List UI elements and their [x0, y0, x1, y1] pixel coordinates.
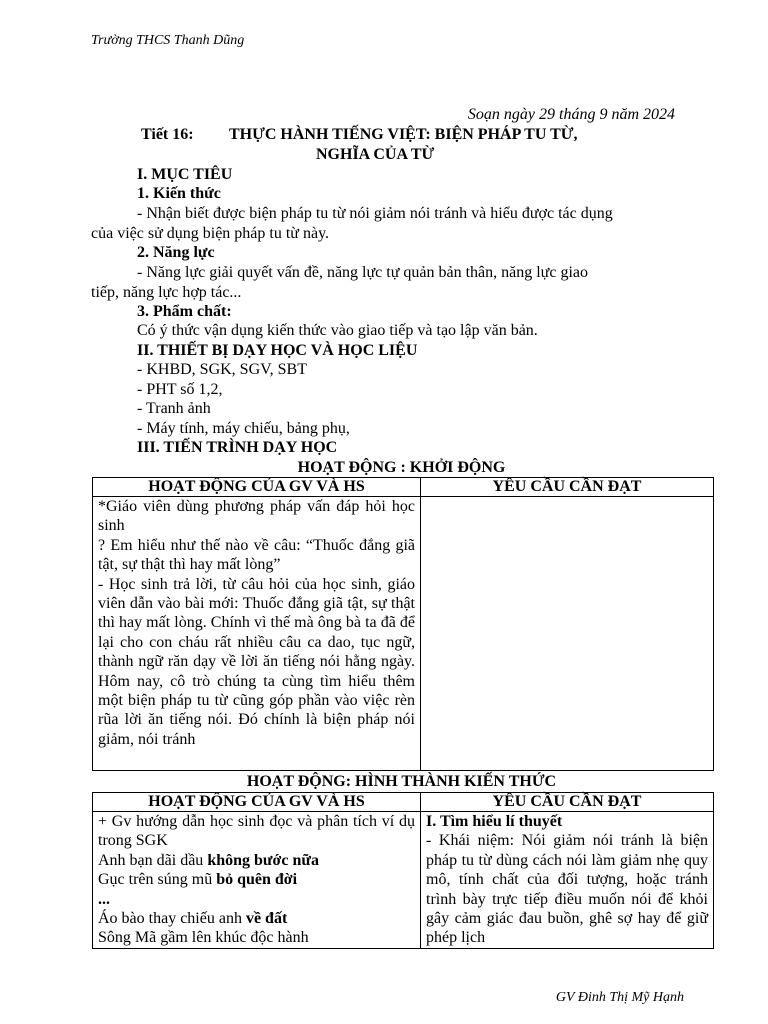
knowledge-table: [92, 792, 714, 949]
column-header-activities: HOẠT ĐỘNG CỦA GV VÀ HS: [93, 793, 421, 812]
page-footer-teacher: GV Đinh Thị Mỹ Hạnh: [555, 990, 684, 1005]
lesson-period: Tiết 16:: [141, 126, 194, 143]
ability-text: - Năng lực giải quyết vấn đề, năng lực tự quản bản thân, năng lực giao: [137, 264, 588, 281]
warmup-table: [92, 477, 714, 771]
knowledge-activities-cell: [93, 812, 421, 949]
lesson-title-line2: NGHĨA CỦA TỪ: [316, 146, 435, 163]
poem-line: Anh bạn dãi dầu không bước nữa: [98, 851, 319, 869]
poem-line: ...: [98, 890, 110, 908]
column-header-requirements: YÊU CẦU CẦN ĐẠT: [421, 478, 714, 497]
warmup-requirements-cell: [421, 497, 714, 771]
equipment-item: - Máy tính, máy chiếu, bảng phụ,: [137, 420, 350, 437]
knowledge-requirements-cell: [421, 812, 714, 949]
column-header-requirements: YÊU CẦU CẦN ĐẠT: [421, 793, 714, 812]
page-header-school: Trường THCS Thanh Dũng: [91, 33, 245, 48]
subheading-knowledge: 1. Kiến thức: [137, 185, 221, 202]
section-heading-process: III. TIẾN TRÌNH DẠY HỌC: [137, 439, 338, 456]
knowledge-text: - Nhận biết được biện pháp tu từ nói giảm nói tránh và hiểu được tác dụng: [137, 205, 613, 222]
theory-heading: I. Tìm hiểu lí thuyết: [426, 813, 563, 830]
quality-text: Có ý thức vận dụng kiến thức vào giao tiếp và tạo lập văn bản.: [137, 322, 538, 339]
column-header-activities: HOẠT ĐỘNG CỦA GV VÀ HS: [93, 478, 421, 497]
activity-title-knowledge: HOẠT ĐỘNG: HÌNH THÀNH KIẾN THỨC: [246, 773, 557, 790]
equipment-item: - Tranh ảnh: [137, 400, 211, 417]
poem-line: Áo bào thay chiếu anh về đất: [98, 910, 288, 928]
ability-text-cont: tiếp, năng lực hợp tác...: [91, 284, 242, 301]
warmup-paragraph: - Học sinh trả lời, từ câu hỏi của học sinh, giáo viên dẫn vào bài mới: Thuốc đắng giã tật, sự thật thì hay mất lòng. Chính vì thế mà ông bà ta đã để lại cho con cháu rất nhiều câu ca dao, tục ngữ, thành ngữ răn dạy về lời ăn tiếng nói hằng ngày. Hôm nay, cô trò chúng ta cùng tìm hiểu thêm một biện pháp tu từ cũng góp phần vào việc rèn rũa lời ăn tiếng nói. Đó chính là biện pháp nói giảm, nói tránh: [98, 575, 415, 748]
prepared-date: Soạn ngày 29 tháng 9 năm 2024: [467, 106, 675, 123]
equipment-item: - KHBD, SGK, SGV, SBT: [137, 361, 307, 378]
subheading-quality: 3. Phẩm chất:: [137, 303, 232, 320]
warmup-activities-cell: [93, 497, 421, 771]
activity-title-warmup: HOẠT ĐỘNG : KHỞI ĐỘNG: [297, 459, 506, 476]
subheading-ability: 2. Năng lực: [137, 244, 215, 261]
definition-text: - Khái niệm: Nói giảm nói tránh là biện pháp tu từ dùng cách nói làm giảm nhẹ quy mô, tính chất của đối tượng, hoặc tránh trình bày trực tiếp điều muốn nói để khỏi gây cảm giác đau buồn, ghê sợ hay để giữ phép lịch: [426, 832, 708, 947]
warmup-paragraph: *Giáo viên dùng phương pháp vấn đáp hỏi học sinh: [98, 498, 415, 535]
knowledge-text-cont: của việc sử dụng biện pháp tu từ này.: [91, 225, 330, 242]
section-heading-objectives: I. MỤC TIÊU: [137, 166, 233, 183]
equipment-item: - PHT số 1,2,: [137, 381, 223, 398]
warmup-paragraph: ? Em hiểu như thế nào về câu: “Thuốc đắng giã tật, sự thật thì hay mất lòng”: [98, 536, 415, 574]
section-heading-equipment: II. THIẾT BỊ DẠY HỌC VÀ HỌC LIỆU: [137, 342, 418, 359]
lesson-title-line1: THỰC HÀNH TIẾNG VIỆT: BIỆN PHÁP TU TỪ,: [229, 126, 578, 143]
poem-line: Sông Mã gầm lên khúc độc hành: [98, 929, 309, 947]
poem-line: Gục trên súng mũ bỏ quên đời: [98, 871, 298, 889]
knowledge-intro: + Gv hướng dẫn học sinh đọc và phân tích ví dụ trong SGK: [98, 813, 415, 850]
